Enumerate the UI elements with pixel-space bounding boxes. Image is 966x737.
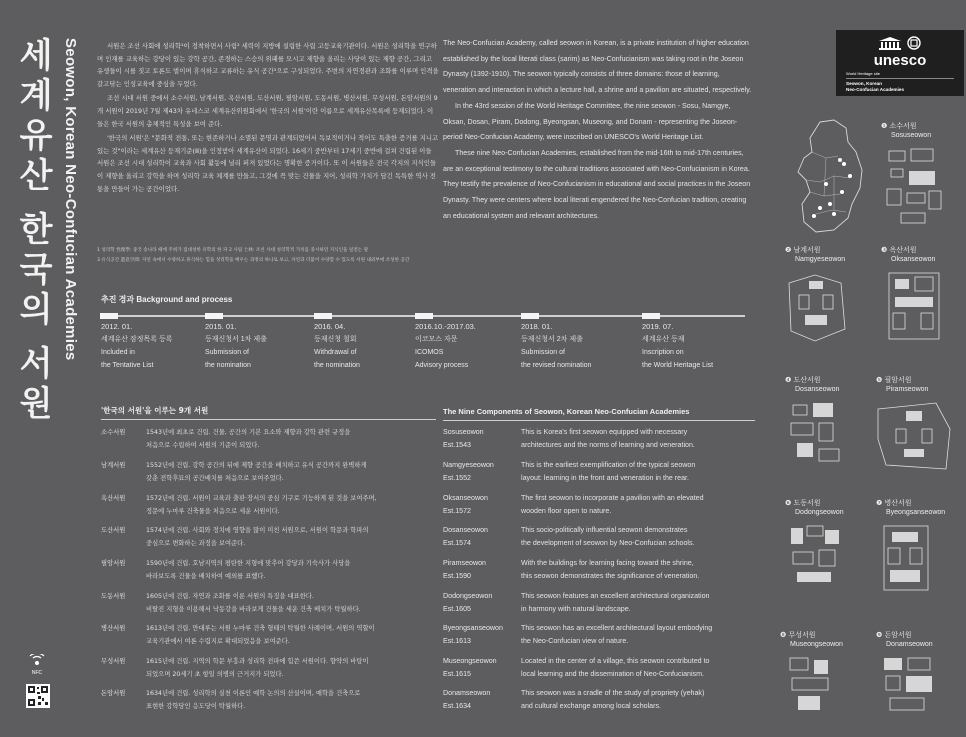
component-name: Namgyeseowon — [443, 461, 494, 469]
timeline-marker — [642, 313, 660, 319]
timeline-en: Submission of — [205, 349, 249, 356]
plan-name-ko: 남계서원 — [793, 246, 821, 254]
site-plan-oksan — [881, 245, 935, 265]
plan-number: ❺ — [876, 376, 883, 384]
component-desc: 갖춘 전학후묘의 공간배치를 처음으로 보여주었다. — [146, 475, 284, 482]
component-desc: the Neo-Confucian view of nature. — [521, 636, 629, 645]
component-name: 소수서원 — [101, 429, 126, 436]
footnote: 1 성리학 性理學: 중국 송나라 때에 주희가 집대성한 유학의 한 파 2 사림 士林: 조선 사대 성리학적 가치를 중시하던 지식인을 일컫는 말 — [97, 248, 369, 253]
plan-name-en: Oksanseowon — [891, 256, 936, 263]
component-desc: 교육기관에서 여론 수렴지로 확대되었음을 보여준다. — [146, 638, 290, 645]
timeline-en: the revised nomination — [521, 362, 592, 369]
plan-name-en: Dosanseowon — [795, 386, 840, 393]
map-marker — [838, 158, 842, 162]
component-desc: This is Korea's first seowon equipped with necessary — [521, 428, 688, 436]
unesco-sub: World Heritage site — [846, 71, 880, 76]
component-name: 병산서원 — [101, 625, 126, 632]
site-plan-dosan — [785, 375, 839, 395]
site-plan-drawing — [785, 269, 855, 349]
title-char: 세 — [19, 36, 53, 76]
timeline-date: 2012. 01. — [101, 322, 133, 331]
component-name: Piramseowon — [443, 559, 486, 567]
plan-number: ❻ — [785, 499, 792, 507]
timeline-marker — [314, 313, 332, 319]
component-desc: This socio-politically influential seowon demonstrates — [521, 526, 688, 534]
component-name: Sosuseowon — [443, 428, 484, 436]
timeline-ko: 등재신청서 2차 제출 — [521, 336, 583, 343]
timeline-ko: 등재신청서 1차 제출 — [205, 336, 267, 343]
component-name: Dosanseowon — [443, 526, 488, 534]
timeline-line — [100, 315, 745, 317]
map-marker — [842, 162, 846, 166]
plan-number: ❸ — [881, 246, 888, 254]
timeline-date: 2016. 04. — [314, 322, 346, 331]
component-desc: Located in the center of a village, this seowon contributed to — [521, 657, 710, 665]
plan-name-en: Sosuseowon — [891, 132, 932, 139]
intro-en-paragraph: These nine Neo-Confucian Academies, established from the mid-16th to mid-17th centuries, are an exceptional testimony to the cultural traditions associated with Neo-Confucianism in Korea. They testify the prevalence of Neo-Confucianism in educational and social practices in the Joseon Dynasty. They were centers where local literati engendered the Neo-Confucian tradition, creating an educational system and relevant architectures. — [443, 148, 751, 220]
plan-name-ko: 옥산서원 — [889, 246, 917, 254]
component-desc: layout: learning in the front and veneration in the rear. — [521, 473, 689, 482]
timeline-ko: 등재신청 철회 — [314, 336, 357, 343]
component-est: Est.1543 — [443, 440, 472, 449]
timeline-step — [415, 320, 476, 372]
component-est: Est.1590 — [443, 571, 472, 580]
plan-name-en: Dodongseowon — [795, 509, 844, 516]
component-desc: 1543년에 최초로 건립. 건물, 공간의 기본 요소와 제향과 강학 관련 규정을 — [146, 429, 351, 436]
timeline-marker — [205, 313, 223, 319]
intro-ko-paragraph: 조선 시대 서원 중에서 소수서원, 남계서원, 옥산서원, 도산서원, 필암서원, 도동서원, 병산서원, 무성서원, 돈암서원의 9개 서원이 2019년 7월 제43차 유네스코 세계유산위원회에서 '한국의 서원'이란 이름으로 세계유산목록에 등재되었다. 이들은 한국 서원의 총체적인 특성을 보여 준다. — [97, 94, 438, 128]
map-marker — [824, 182, 828, 186]
components-title-korean: '한국의 서원'을 이루는 9개 서원 — [101, 406, 209, 415]
title-english: Seowon, Korean Neo-Confucian Academies — [62, 38, 79, 361]
timeline-date: 2019. 07. — [642, 322, 674, 331]
component-name: Oksanseowon — [443, 494, 488, 502]
timeline-ko: 이코모스 자문 — [415, 336, 458, 343]
component-desc: 표현한 강학당인 응도당이 탁월하다. — [146, 703, 246, 710]
site-plan-piram — [876, 375, 928, 395]
site-plan-drawing — [785, 399, 855, 479]
component-desc: 1552년에 건립. 강학 공간의 뒤에 제향 공간을 배치하고 유식 공간까지 완벽하게 — [146, 462, 367, 469]
component-name: 옥산서원 — [101, 495, 126, 502]
intro-ko-paragraph: '한국의 서원'은 "문화적 전통, 또는 현존하거나 소멸된 문명과 관계되었어서 독보적이거나 적어도 특출한 증거를 지니고 있는 것"이라는 세계유산 등재기준(ⅲ)을 인정받아 세계유산이 되었다. 16세기 중반부터 17세기 중반에 걸쳐 건립된 이들 서원은 조선 시대 성리학이 교육과 사회 활동에 널리 퍼져 있었다는 명확한 증거이다. 또 이 서원들은 전국 각지의 지식인들이 제향을 올리고 강학을 하며 성리학 교육 체계를 만들고, 그것에 꼭 맞는 건물을 지어, 성리학 가치가 담긴 독특한 역사 전통을 만들어 가는 공간이었다. — [97, 134, 439, 193]
unesco-caption — [846, 81, 904, 93]
component-est: Est.1574 — [443, 538, 472, 547]
component-est: Est.1552 — [443, 473, 472, 482]
component-desc: This is the earliest exemplification of the typical seowon — [521, 461, 696, 469]
component-desc: 1634년에 건립. 성리학의 실천 이론인 예학 논의의 산실이며, 예학을 건축으로 — [146, 690, 361, 697]
component-desc: With the buildings for learning facing toward the shrine, — [521, 559, 694, 567]
component-desc: This seowon has an excellent architectural layout embodying — [521, 624, 713, 632]
component-desc: 1590년에 건립. 호남지역의 평탄한 지형에 맞추어 강당과 기숙사가 사당을 — [146, 560, 351, 567]
site-plan-byeongsan — [876, 498, 945, 518]
map-marker — [832, 212, 836, 216]
timeline-en: Inscription on — [642, 349, 684, 356]
plan-name-ko: 도산서원 — [793, 376, 821, 384]
title-char: 산 — [19, 156, 53, 196]
title-char: 의 — [19, 290, 53, 330]
intro-ko-paragraph: 서원은 조선 사회에 성리학¹이 정착하면서 사림² 세력이 지방에 설립한 사립 고등교육기관이다. 서원은 성리학을 연구하며 인재를 교육하는 강당이 있는 강학 공간, 존경하는 스승의 위패를 모시고 제향을 올리는 사당이 있는 제향 공간, 그리고 유생들이 시를 짓고 토론도 벌이며 휴식하고 교류하는 유식 공간³으로 구성되었다. 주변의 자연경관과 조화를 이루며 인격을 갈고닦는 인성교육에 중심을 두었다. — [97, 42, 439, 88]
footnote: 3 유식공간 遊息空間: 자연 속에서 수양하고 휴식하는 힐을 성리학을 배우는 과정의 하나로 보고, 자연과 더불어 수양할 수 있도록 서원 내외부에 조성한 공간 — [97, 258, 410, 263]
title-char: 유 — [19, 116, 53, 156]
component-desc: 비탈진 지형을 이용해서 낙동강을 바라보게 건물을 세운 건축 배치가 탁월하다. — [146, 606, 361, 613]
component-desc: 1613년에 건립. 만대루는 서원 누마루 건축 형태의 탁월한 사례이며, 서원의 역할이 — [146, 625, 375, 632]
component-name: 도동서원 — [101, 593, 126, 600]
timeline-ko: 세계유산 잠정목록 등록 — [101, 336, 173, 343]
component-desc: 중심으로 변화하는 과정을 보여준다. — [146, 540, 246, 547]
component-desc: 처음으로 수립하여 서원의 기준이 되었다. — [146, 442, 260, 449]
timeline-en: the nomination — [314, 362, 360, 369]
component-desc: this seowon demonstrates the significance of veneration. — [521, 571, 700, 580]
plan-name-en: Namgyeseowon — [795, 256, 846, 263]
plan-number: ❼ — [876, 499, 883, 507]
component-name: 무성서원 — [101, 658, 126, 665]
components-title-english: The Nine Components of Seowon, Korean Neo-Confucian Academies — [443, 407, 690, 416]
site-plan-namgye — [785, 245, 845, 265]
timeline-en: the World Heritage List — [642, 362, 714, 369]
timeline-ko: 세계유산 등재 — [642, 336, 685, 343]
timeline-en: Withdrawal of — [314, 349, 357, 356]
timeline-marker — [100, 313, 118, 319]
component-name: 도산서원 — [101, 527, 126, 534]
unesco-logo — [870, 36, 930, 50]
site-plan-drawing — [785, 522, 855, 602]
component-desc: 1572년에 건립. 서원이 교육과 출판·장서의 중심 기구로 기능하게 된 것을 보여주며, — [146, 495, 377, 502]
component-desc: 1574년에 건립. 사회와 정치에 영향을 많이 미친 서원으로, 서원이 학문과 학파의 — [146, 527, 369, 534]
unesco-caption-line: Neo-Confucian Academies — [846, 87, 905, 92]
plan-name-ko: 돈암서원 — [884, 631, 912, 639]
divider — [443, 420, 755, 421]
component-est: Est.1613 — [443, 636, 472, 645]
title-char: 국 — [19, 250, 53, 290]
timeline-step — [642, 320, 713, 372]
plan-number: ❾ — [876, 631, 883, 639]
component-est: Est.1572 — [443, 506, 472, 515]
unesco-emblem — [836, 30, 964, 96]
site-plan-drawing — [876, 522, 946, 602]
site-plan-sosu — [881, 121, 931, 141]
site-plan-drawing — [876, 399, 956, 479]
plan-name-en: Donamseowon — [886, 641, 933, 648]
timeline-en: the Tentative List — [101, 362, 154, 369]
component-desc: architectures and the norms of learning and veneration. — [521, 440, 695, 449]
timeline-date: 2016.10.-2017.03. — [415, 322, 476, 331]
map-marker — [828, 202, 832, 206]
component-desc: 1615년에 건립. 지역의 학문 부흥과 성리학 전파에 힘쓴 서원이다. 향약의 바탕이 — [146, 658, 369, 665]
nfc-icon — [27, 654, 47, 668]
timeline-en: ICOMOS — [415, 349, 444, 356]
component-desc: and cultural exchange among local scholars. — [521, 701, 661, 710]
plan-name-en: Byeongsanseowon — [886, 509, 946, 516]
unesco-temple-icon — [879, 37, 901, 50]
intro-en-paragraph: In the 43rd session of the World Heritage Committee, the nine seowon - Sosu, Namgye, Oksan, Dosan, Piram, Dodong, Byeongsan, Museong, and Donam - representing the Joseon-period Neo-Confucian Academy, were inscribed on UNESCO's World Heritage List. — [443, 101, 738, 142]
nfc-label: NFC — [31, 670, 43, 676]
footnotes-korean — [97, 246, 439, 266]
component-desc: 바라보도록 건물을 배치하여 예외를 표했다. — [146, 573, 266, 580]
component-desc: the development of seowon by Neo-Confucian schools. — [521, 538, 695, 547]
plan-name-ko: 소수서원 — [889, 122, 917, 130]
world-heritage-icon — [907, 36, 921, 50]
component-desc: 되었으며 20세기 초 항일 의병의 근거지가 되었다. — [146, 671, 284, 678]
timeline-step — [521, 320, 591, 372]
timeline-step — [101, 320, 173, 372]
intro-en-paragraph: The Neo-Confucian Academy, called seowon in Korean, is a private institution of higher education established by the local literati class (sarim) as Neo-Confucianism was taking root in the Joseon Dynasty (1392-1910). The seowon typically consists of three domains: those of learning, veneration and interaction in which a lecture hall, a shrine and a pavilion are situated, respectively. — [443, 39, 752, 95]
component-name: 남계서원 — [101, 462, 126, 469]
map-marker — [848, 174, 852, 178]
plan-name-en: Museongseowon — [790, 641, 843, 648]
site-plan-drawing — [876, 654, 946, 734]
component-desc: local learning and the dissemination of Neo-Confucianism. — [521, 669, 704, 678]
plan-name-ko: 필암서원 — [884, 376, 912, 384]
timeline-step — [205, 320, 267, 372]
site-plan-museong — [780, 630, 843, 650]
plan-number: ❷ — [785, 246, 792, 254]
component-name: Dodongseowon — [443, 592, 493, 600]
site-plan-donam — [876, 630, 933, 650]
qr-code-icon[interactable] — [26, 684, 50, 708]
site-plan-drawing — [881, 269, 951, 349]
korea-map — [790, 118, 870, 238]
timeline-marker — [415, 313, 433, 319]
map-marker — [818, 206, 822, 210]
plan-number: ❽ — [780, 631, 787, 639]
site-plan-drawing — [881, 145, 951, 231]
component-name: Donamseowon — [443, 689, 491, 697]
intro-korean — [97, 40, 439, 197]
component-desc: This seowon was a cradle of the study of propriety (yehak) — [521, 689, 705, 697]
plan-name-ko: 병산서원 — [884, 499, 912, 507]
timeline-en: Advisory process — [415, 362, 469, 369]
timeline-en: Included in — [101, 349, 135, 356]
timeline-en: the nomination — [205, 362, 251, 369]
plan-name-en: Piramseowon — [886, 386, 929, 393]
component-est: Est.1634 — [443, 701, 472, 710]
component-desc: 1605년에 건립. 자연과 조화를 이룬 서원의 특징을 대표한다. — [146, 593, 314, 600]
timeline-en: Submission of — [521, 349, 565, 356]
unesco-name: unesco — [873, 52, 927, 69]
component-name: Byeongsanseowon — [443, 624, 503, 632]
component-desc: 정문에 누마루 건축물을 처음으로 세운 서원이다. — [146, 508, 280, 515]
component-est: Est.1605 — [443, 604, 472, 613]
component-desc: This seowon features an excellent architectural organization — [521, 592, 710, 600]
component-name: Museongseowon — [443, 657, 497, 665]
timeline-step — [314, 320, 360, 372]
title-char: 원 — [19, 384, 53, 424]
plan-name-ko: 도동서원 — [793, 499, 821, 507]
timeline-date: 2015. 01. — [205, 322, 237, 331]
title-char: 서 — [19, 344, 53, 384]
timeline-date: 2018. 01. — [521, 322, 553, 331]
title-char: 계 — [19, 76, 53, 116]
component-desc: in harmony with natural landscape. — [521, 604, 631, 613]
plan-number: ❹ — [785, 376, 792, 384]
background-title: 추진 경과 Background and process — [101, 295, 233, 304]
site-plan-dodong — [785, 498, 844, 518]
map-marker — [840, 190, 844, 194]
component-name: 돈암서원 — [101, 690, 126, 697]
plan-number: ❶ — [881, 122, 888, 130]
component-desc: wooden floor open to nature. — [521, 506, 612, 515]
unesco-caption-line: Seowon, Korean — [846, 81, 882, 86]
timeline-marker — [521, 313, 539, 319]
title-char: 한 — [19, 210, 53, 250]
intro-english — [443, 36, 753, 224]
component-est: Est.1615 — [443, 669, 472, 678]
plan-name-ko: 무성서원 — [788, 631, 816, 639]
component-desc: The first seowon to incorporate a pavilion with an elevated — [521, 494, 704, 502]
divider — [101, 419, 436, 420]
component-name: 필암서원 — [101, 560, 126, 567]
map-marker — [812, 214, 816, 218]
site-plan-drawing — [780, 654, 850, 734]
title-korean — [14, 36, 58, 424]
nfc-tag[interactable] — [25, 654, 49, 676]
